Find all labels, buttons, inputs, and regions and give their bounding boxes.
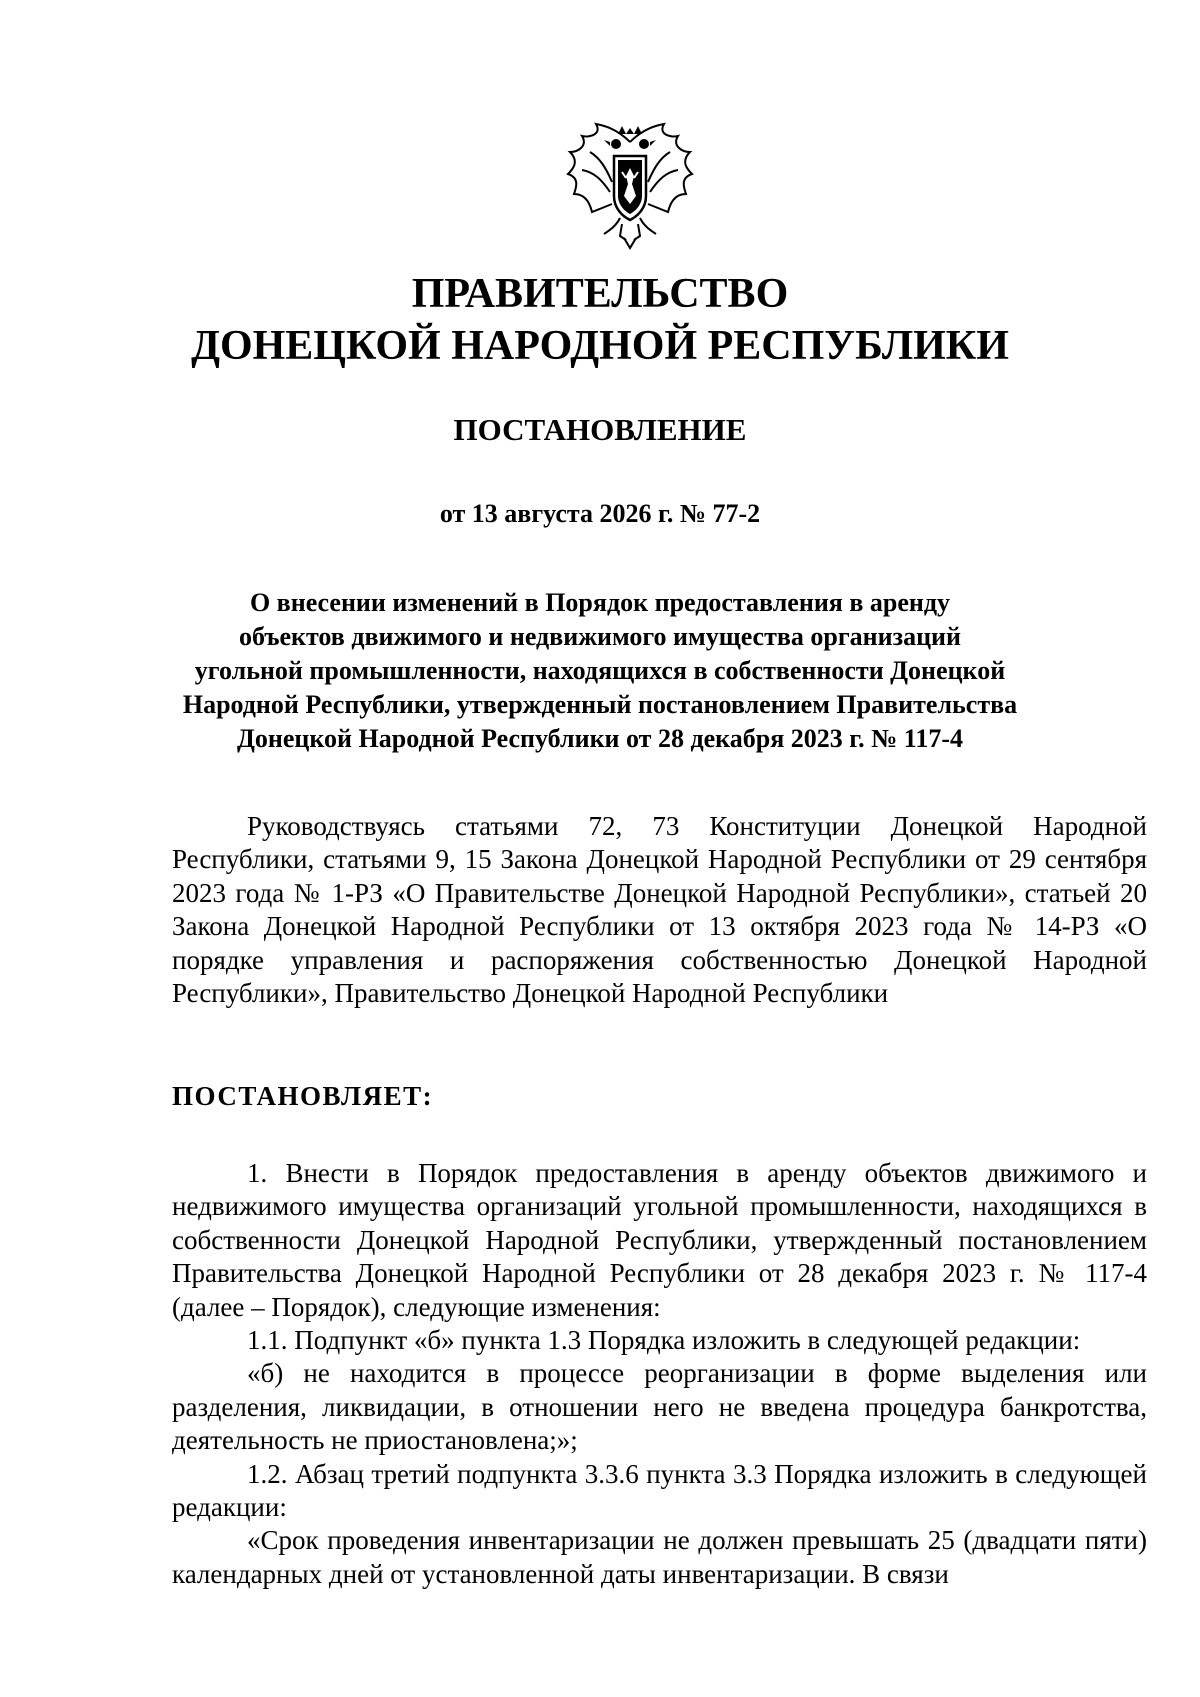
document-title [0,586,1200,756]
decree-points [172,1157,1147,1591]
point-1-1-text: «б) не находится в процессе реорганизации в форме выделения или разделения, ликвидации, в отношении него не введена процедура банкротства, деятельность не приостановлена;»; [172,1358,1147,1456]
document-type: ПОСТАНОВЛЕНИЕ [453,412,747,447]
preamble [172,810,1147,1010]
government-name-line-2: ДОНЕЦКОЙ НАРОДНОЙ РЕСПУБЛИКИ [191,323,1009,369]
point-1-1: 1.1. Подпункт «б» пункта 1.3 Порядка изложить в следующей редакции: [247,1325,1081,1356]
point-1: 1. Внести в Порядок предоставления в аренду объектов движимого и недвижимого имущества организаций угольной промышленности, находящихся в собственности Донецкой Народной Республики, утвержденный постановлением Правительства Донецкой Народной Республики от 28 декабря 2023 г. № 117-4 (далее – Порядок), следующие изменения: [172,1158,1147,1322]
document-date-number: от 13 августа 2026 г. № 77-2 [439,499,761,528]
point-1-2-text: «Срок проведения инвентаризации не должен превышать 25 (двадцати пяти) календарных дней от установленной даты инвентаризации. В связи [172,1525,1147,1589]
document-title-line: объектов движимого и недвижимого имущества организаций [238,622,962,651]
document-title-line: Донецкой Народной Республики от 28 декабря 2023 г. № 117-4 [237,724,963,753]
government-name [0,268,1200,372]
point-1-2: 1.2. Абзац третий подпункта 3.3.6 пункта 3.3 Порядка изложить в следующей редакции: [172,1458,1147,1523]
document-title-line: угольной промышленности, находящихся в собственности Донецкой [194,656,1006,685]
preamble-paragraph: Руководствуясь статьями 72, 73 Конституции Донецкой Народной Республики, статьями 9, 15 Закона Донецкой Народной Республики от 29 сентября 2023 года № 1-РЗ «О Правительстве Донецкой Народной Республики», статьей 20 Закона Донецкой Народной Республики от 13 октября 2023 года № 14-РЗ «О порядке управления и распоряжения собственностью Донецкой Народной Республики», Правительство Донецкой Народной Республики [172,811,1147,1009]
coat-of-arms-icon [560,112,700,252]
document-title-line: Народной Республики, утвержденный постановлением Правительства [182,690,1018,719]
resolves-heading: ПОСТАНОВЛЯЕТ: [172,1081,434,1111]
government-name-line-1: ПРАВИТЕЛЬСТВО [411,271,789,317]
document-title-line: О внесении изменений в Порядок предоставления в аренду [249,588,951,617]
